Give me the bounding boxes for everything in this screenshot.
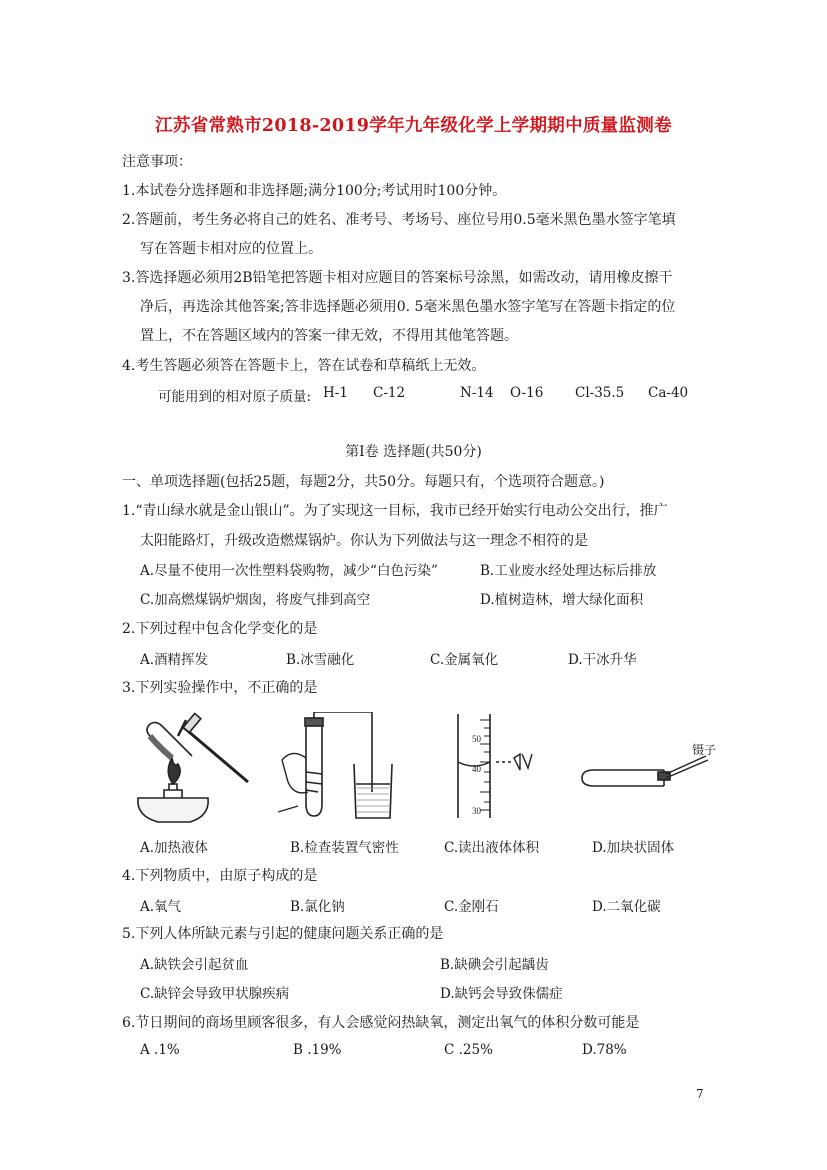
cylinder-tick-30: 30 [472,806,481,816]
atomic-mass-item: H-1 [323,385,348,401]
cylinder-tick-50: 50 [472,734,481,744]
question-5-option-c: C.缺锌会导致甲状腺疾病 [140,986,290,1002]
airtightness-figure [278,712,400,824]
atomic-mass-item: O-16 [510,385,544,401]
graduated-cylinder-figure [434,710,542,820]
question-3-stem: 3.下列实验操作中，不正确的是 [122,680,318,696]
question-1-option-a: A.尽量不使用一次性塑料袋购物，减少“白色污染” [140,563,438,579]
page-number: 7 [696,1087,704,1101]
question-2-stem: 2.下列过程中包含化学变化的是 [122,621,318,637]
exam-title: 江苏省常熟市2018-2019学年九年级化学上学期期中质量监测卷 [155,116,672,136]
question-1-option-b: B.工业废水经处理达标后排放 [480,563,657,579]
question-3-option-b: B.检查装置气密性 [290,840,399,856]
note-3-line-1: 3.答选择题必须用2B铅笔把答题卡相对应题目的答案标号涂黑，如需改动，请用橡皮擦干 [122,270,673,286]
section-title: 第Ⅰ卷 选择题(共50分) [345,444,482,460]
atomic-mass-item: Cl-35.5 [575,385,625,401]
note-3-line-3: 置上，不在答题区域内的答案一律无效，不得用其他笔答题。 [140,328,518,344]
section-instruction: 一、单项选择题(包括25题，每题2分，共50分。每题只有，个选项符合题意。) [122,474,605,490]
atomic-mass-label: 可能用到的相对原子质量: [158,389,312,405]
atomic-mass-item: N-14 [460,385,494,401]
question-6-option-c: C .25% [444,1042,493,1058]
question-5-option-a: A.缺铁会引起贫血 [140,957,249,973]
question-1-stem-cont: 太阳能路灯，升级改造燃煤锅炉。你认为下列做法与这一理念不相符的是 [140,533,588,549]
question-3-option-a: A.加热液体 [140,840,209,856]
question-2-option-b: B.冰雪融化 [286,652,355,668]
heating-liquid-figure [128,706,260,826]
question-4-option-b: B.氯化钠 [290,899,345,915]
question-2-option-a: A.酒精挥发 [140,652,209,668]
question-6-option-b: B .19% [293,1042,342,1058]
question-3-option-d: D.加块状固体 [592,840,675,856]
note-4: 4.考生答题必须答在答题卡上，答在试卷和草稿纸上无效。 [122,358,486,374]
question-5-option-d: D.缺钙会导致侏儒症 [440,986,563,1002]
note-2-line-2: 写在答题卡相对应的位置上。 [140,241,322,257]
atomic-mass-item: C-12 [373,385,406,401]
note-1: 1.本试卷分选择题和非选择题;满分100分;考试用时100分钟。 [122,183,507,199]
question-6-option-d: D.78% [582,1042,627,1058]
question-2-option-d: D.干冰升华 [568,652,637,668]
question-1-option-c: C.加高燃煤锅炉烟囱，将废气排到高空 [140,592,371,608]
question-4-option-a: A.氧气 [140,899,182,915]
question-6-stem: 6.节日期间的商场里顾客很多，有人会感觉闷热缺氧，测定出氧气的体积分数可能是 [122,1015,640,1031]
question-3-option-c: C.读出液体体积 [444,840,540,856]
question-1-stem: 1.“青山绿水就是金山银山”。为了实现这一目标，我市已经开始实行电动公交出行，推广 [122,503,668,519]
question-5-option-b: B.缺碘会引起龋齿 [440,957,549,973]
tweezers-figure [574,734,724,794]
cylinder-tick-40: 40 [472,764,481,774]
tweezers-label: 镊子 [692,743,717,757]
question-5-stem: 5.下列人体所缺元素与引起的健康问题关系正确的是 [122,926,444,942]
question-4-option-d: D.二氧化碳 [592,899,661,915]
note-2-line-1: 2.答题前，考生务必将自己的姓名、准考号、考场号、座位号用0.5毫米黑色墨水签字笔填 [122,212,676,228]
note-3-line-2: 净后，再选涂其他答案;答非选择题必须用0. 5毫米黑色墨水签字笔写在答题卡指定的位 [140,299,676,315]
question-2-option-c: C.金属氧化 [430,652,499,668]
atomic-mass-item: Ca-40 [648,385,689,401]
question-4-stem: 4.下列物质中，由原子构成的是 [122,868,318,884]
question-1-option-d: D.植树造林，增大绿化面积 [480,592,644,608]
notes-heading: 注意事项： [122,154,192,170]
question-6-option-a: A .1% [140,1042,180,1058]
question-4-option-c: C.金刚石 [444,899,499,915]
